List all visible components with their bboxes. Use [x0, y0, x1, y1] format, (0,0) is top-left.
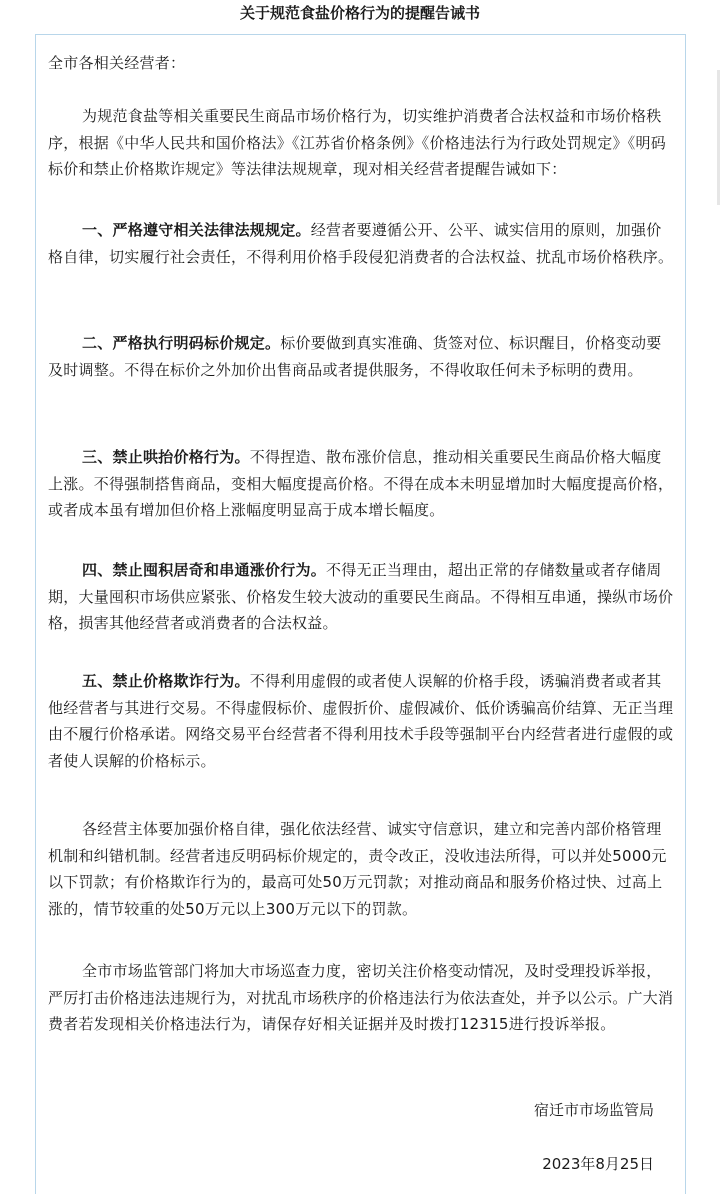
- item-heading: 二、严格执行明码标价规定。: [82, 334, 281, 352]
- item-heading: 一、严格遵守相关法律法规规定。: [82, 221, 311, 239]
- item-text: 不得捏造、散布涨价信息，推动相关重要民生商品价格大幅度上涨。不得强制搭售商品，变相大幅度提高价格。不得在成本未明显增加时大幅度提高价格，或者成本虽有增加但价格上涨幅度明显高于成本增长幅度。: [48, 448, 674, 519]
- item-paragraph-1: [48, 217, 676, 270]
- signature: 宿迁市市场监管局: [533, 1101, 654, 1119]
- closing-paragraph: 全市市场监管部门将加大市场巡查力度，密切关注价格变动情况，及时受理投诉举报，严厉打击价格违法违规行为，对扰乱市场秩序的价格违法行为依法查处，并予以公示。广大消费者若发现相关价格违法行为，请保存好相关证据并及时拨打12315进行投诉举报。: [48, 962, 674, 1033]
- item-text: 不得利用虚假的或者使人误解的价格手段，诱骗消费者或者其他经营者与其进行交易。不得虚假标价、虚假折价、虚假减价、低价诱骗高价结算、无正当理由不履行价格承诺。网络交易平台经营者不得利用技术手段等强制平台内经营者进行虚假的或者使人误解的价格标示。: [48, 672, 674, 770]
- item-heading: 四、禁止囤积居奇和串通涨价行为。: [82, 561, 327, 579]
- penalty-paragraph: 各经营主体要加强价格自律，强化依法经营、诚实守信意识，建立和完善内部价格管理机制和纠错机制。经营者违反明码标价规定的，责令改正，没收违法所得，可以并处5000元以下罚款；有价格欺诈行为的，最高可处50万元罚款；对推动商品和服务价格过快、过高上涨的，情节较重的处50万元以上300万元以下的罚款。: [48, 820, 667, 918]
- item-text: 标价要做到真实准确、货签对位、标识醒目，价格变动要及时调整。不得在标价之外加价出售商品或者提供服务，不得收取任何未予标明的费用。: [48, 334, 662, 379]
- item-paragraph-5: [48, 668, 676, 774]
- issue-date: 2023年8月25日: [542, 1155, 654, 1173]
- item-text: 经营者要遵循公开、公平、诚实信用的原则，加强价格自律，切实履行社会责任，不得利用价格手段侵犯消费者的合法权益、扰乱市场价格秩序。: [48, 221, 674, 266]
- item-paragraph-4: [48, 557, 676, 637]
- intro-paragraph: 为规范食盐等相关重要民生商品市场价格行为，切实维护消费者合法权益和市场价格秩序，根据《中华人民共和国价格法》《江苏省价格条例》《价格违法行为行政处罚规定》《明码标价和禁止价格欺诈规定》等法律法规规章，现对相关经营者提醒告诫如下：: [48, 107, 667, 178]
- item-heading: 五、禁止价格欺诈行为。: [82, 672, 250, 690]
- document-title: 关于规范食盐价格行为的提醒告诫书: [239, 4, 480, 22]
- item-text: 不得无正当理由，超出正常的存储数量或者存储周期，大量囤积市场供应紧张、价格发生较大波动的重要民生商品。不得相互串通，操纵市场价格，损害其他经营者或消费者的合法权益。: [48, 561, 674, 632]
- salutation: 全市各相关经营者：: [48, 54, 186, 72]
- item-heading: 三、禁止哄抬价格行为。: [82, 448, 250, 466]
- item-paragraph-3: [48, 444, 676, 524]
- item-paragraph-2: [48, 330, 676, 383]
